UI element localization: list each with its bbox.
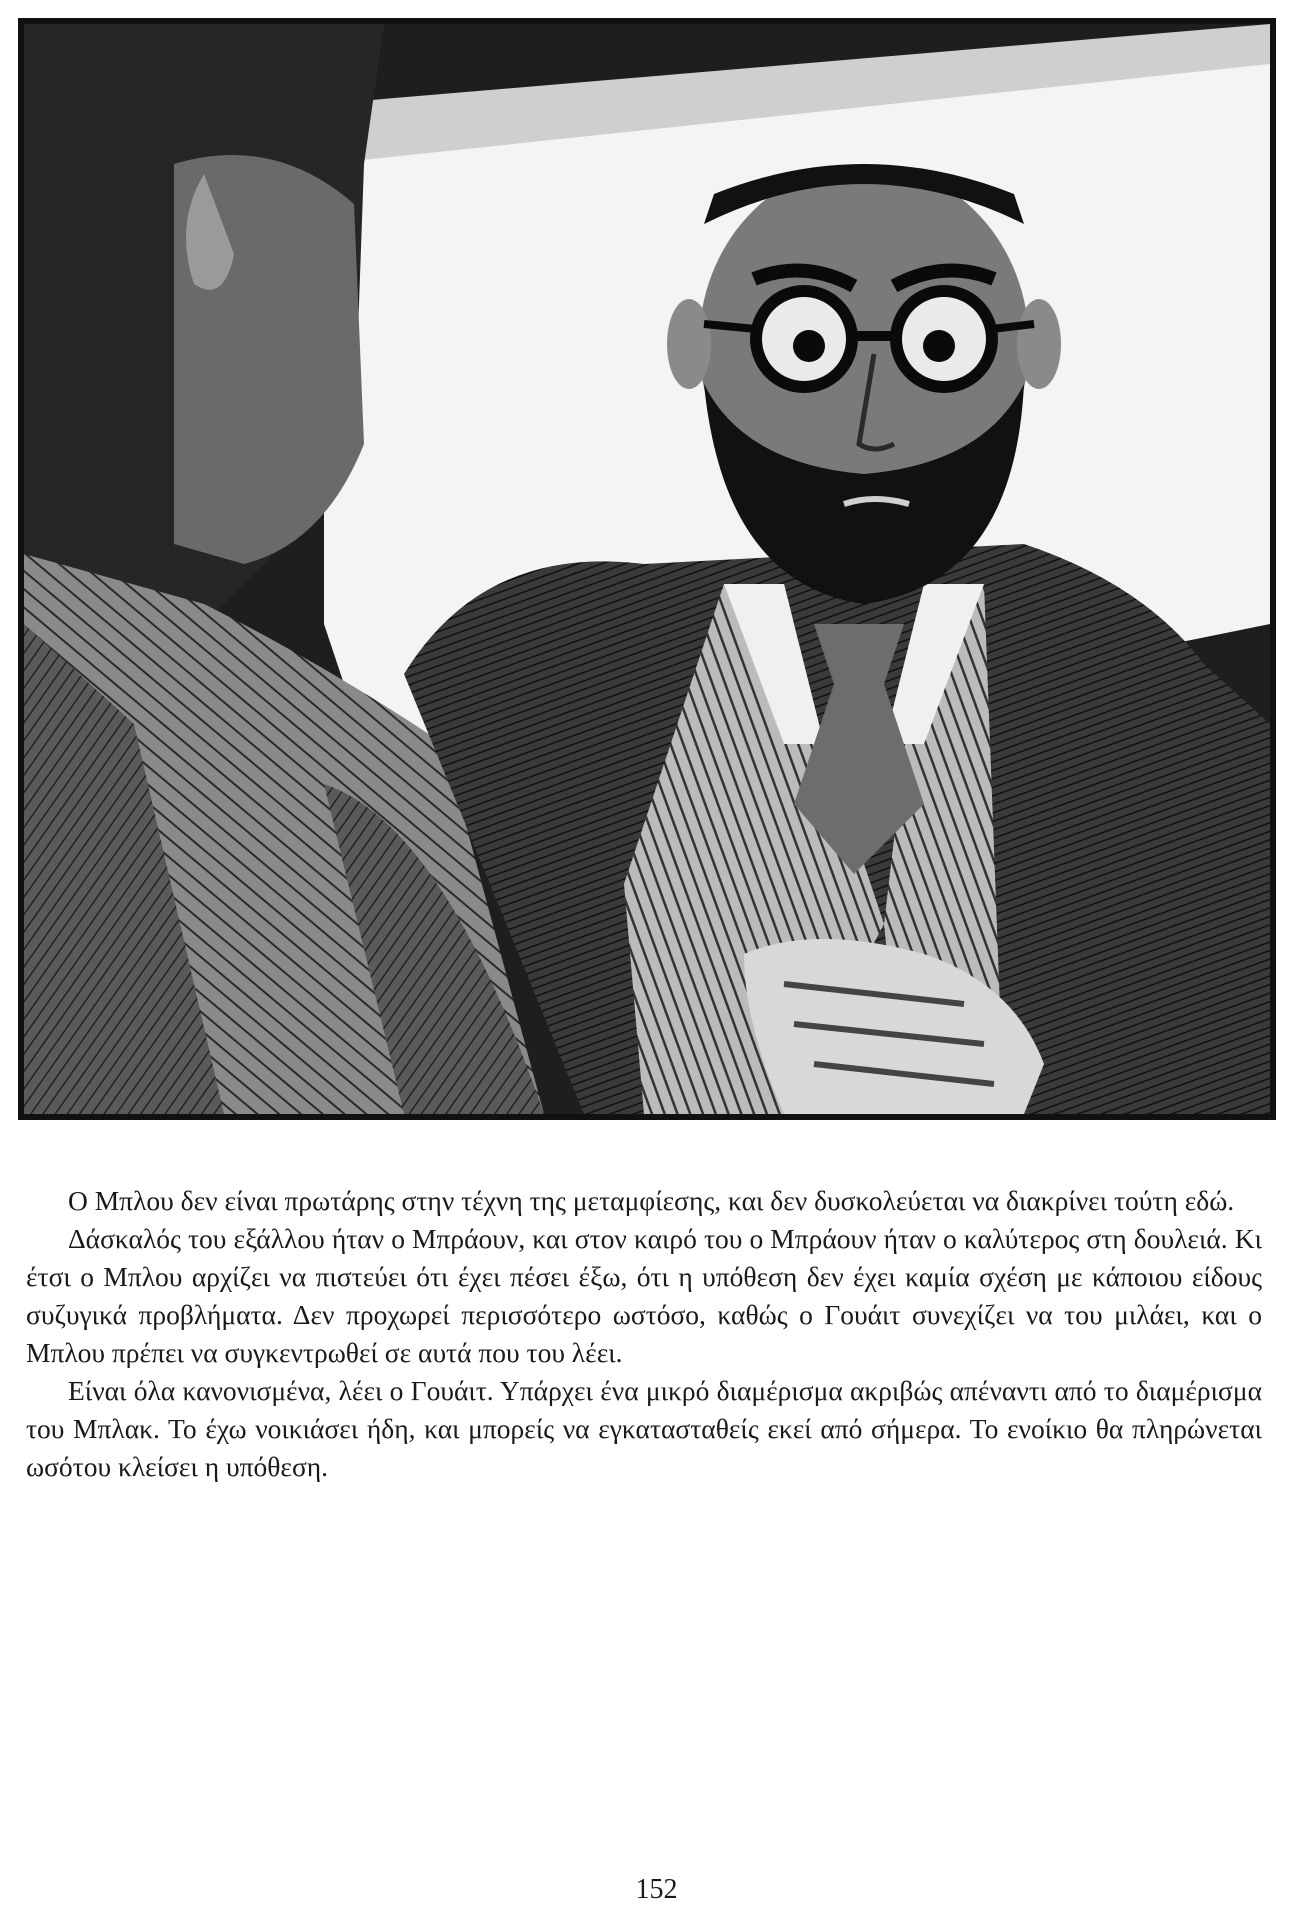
pencil-illustration <box>18 18 1276 1120</box>
paragraph: Δάσκαλός του εξάλλου ήταν ο Μπράουν, και στον καιρό του ο Μπράουν ήταν ο καλύτερος στη δουλειά. Κι έτσι ο Μπλου αρχίζει να πιστεύει ότι έχει πέσει έξω, ότι η υπόθεση δεν έχει καμία σχέση με κάποιου είδους συζυγικά προβλήματα. Δεν προχωρεί περισσότερο ωστόσο, καθώς ο Γουάιτ συνεχίζει να του μιλάει, και ο Μπλου πρέπει να συγκεντρωθεί σε αυτά που του λέει. <box>26 1223 1262 1368</box>
illustration-drawing <box>24 24 1270 1114</box>
body-text <box>26 1182 1262 1486</box>
paragraph: Είναι όλα κανονισμένα, λέει ο Γουάιτ. Υπάρχει ένα μικρό διαμέρισμα ακριβώς απέναντι από το διαμέρισμα του Μπλακ. Το έχω νοικιάσει ήδη, και μπορείς να εγκατασταθείς εκεί από σήμερα. Το ενοίκιο θα πληρώνεται ωσότου κλείσει η υπόθεση. <box>26 1375 1262 1482</box>
paragraph: Ο Μπλου δεν είναι πρωτάρης στην τέχνη της μεταμφίεσης, και δεν δυσκολεύεται να διακρίνει τούτη εδώ. <box>68 1185 1235 1216</box>
page-number: 152 <box>635 1874 678 1905</box>
